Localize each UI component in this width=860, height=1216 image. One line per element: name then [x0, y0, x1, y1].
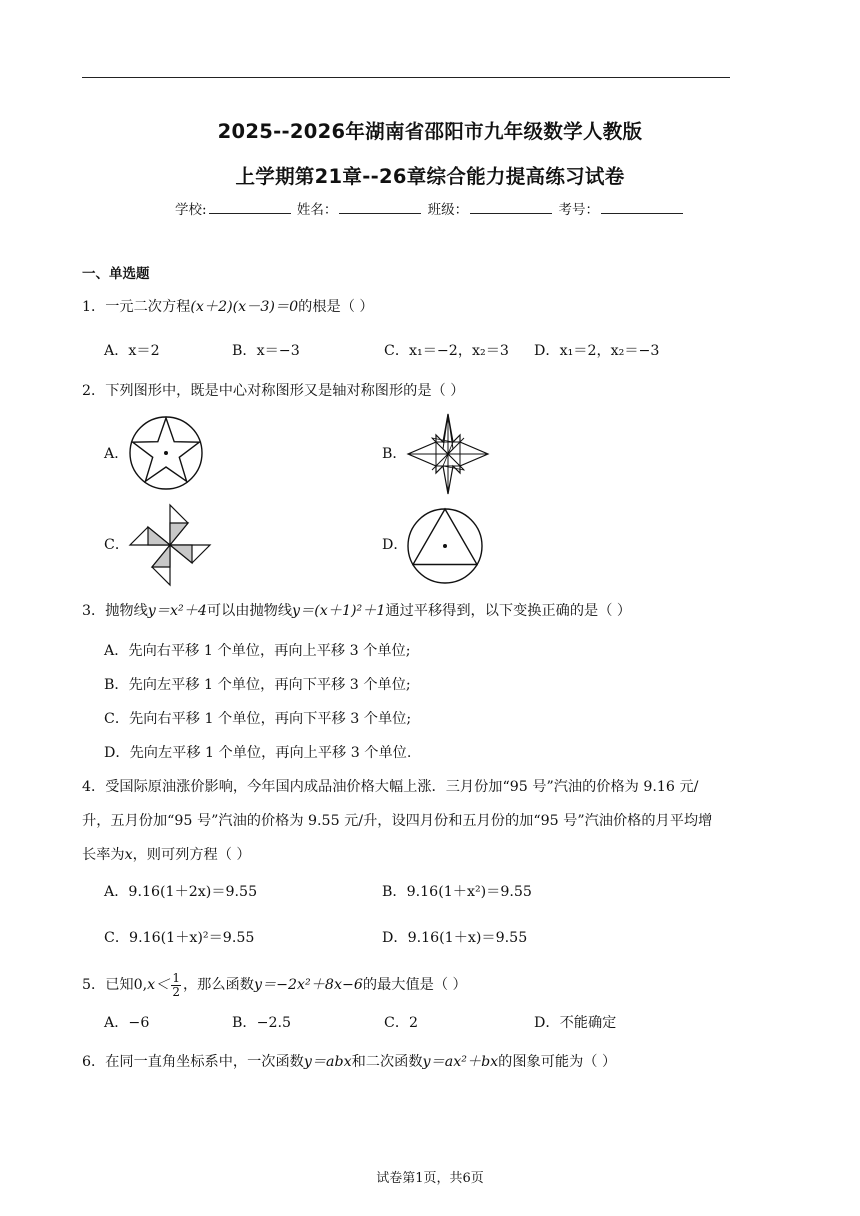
- q3-stem-pre: 3．抛物线: [82, 603, 148, 619]
- q3-stem: [82, 601, 631, 621]
- section-title: 一、单选题: [82, 266, 150, 282]
- q4-option-b[interactable]: B．9.16(1＋x²)＝9.55: [382, 884, 532, 900]
- q6-quadratic-function: y＝ax²＋bx: [422, 1054, 499, 1070]
- q5-condition: x＜: [147, 977, 170, 993]
- page-subtitle: 上学期第21章--26章综合能力提高练习试卷: [235, 165, 625, 188]
- school-label: 学校:: [175, 202, 207, 218]
- school-blank[interactable]: [209, 201, 291, 214]
- q5-fraction-numerator: 1: [172, 970, 180, 985]
- q4-option-c[interactable]: C．9.16(1＋x)²＝9.55: [104, 930, 255, 946]
- pinwheel-icon[interactable]: [128, 503, 212, 587]
- q1-option-b[interactable]: B．x＝−3: [232, 343, 300, 359]
- q3-stem-post: 通过平移得到，以下变换正确的是（ ）: [385, 603, 632, 619]
- q3-parabola-a: y＝x²＋4: [147, 603, 207, 619]
- q1-equation: (x＋2)(x－3)＝0: [190, 299, 299, 315]
- q4-line-3-pre: 长率为: [82, 847, 125, 863]
- q1-stem: [82, 297, 374, 317]
- star-in-circle-icon[interactable]: [128, 415, 204, 491]
- q2-stem: 2．下列图形中，既是中心对称图形又是轴对称图形的是（ ）: [82, 383, 465, 399]
- class-label: 班级：: [427, 202, 469, 218]
- q6-stem: [82, 1052, 616, 1072]
- number-label: 考号：: [558, 202, 599, 218]
- q4-line-1: 4．受国际原油涨价影响，今年国内成品油价格大幅上涨．三月份加“95 号”汽油的价格为 9.16 元/: [82, 779, 699, 795]
- q4-option-d[interactable]: D．9.16(1＋x)＝9.55: [382, 930, 528, 946]
- q3-option-c[interactable]: C．先向右平移 1 个单位，再向下平移 3 个单位;: [104, 711, 412, 727]
- q1-stem-post: 的根是（ ）: [298, 299, 374, 315]
- q5-function: y＝−2x²＋8x−6: [253, 977, 363, 993]
- q1-option-c[interactable]: C．x₁＝−2，x₂＝3: [384, 343, 509, 359]
- q3-stem-mid: 可以由抛物线: [206, 603, 293, 619]
- q4-line-3: [82, 845, 251, 865]
- q1-stem-pre: 1．一元二次方程: [82, 299, 191, 315]
- q5-fraction: [171, 972, 181, 999]
- q5-stem-mid: ，那么函数: [182, 977, 254, 993]
- q3-option-b[interactable]: B．先向左平移 1 个单位，再向下平移 3 个单位;: [104, 677, 411, 693]
- q5-stem: [82, 970, 467, 1000]
- q4-line-2: 升，五月份加“95 号”汽油的价格为 9.55 元/升，设四月份和五月份的加“95 号”汽油价格的月平均增: [82, 813, 713, 829]
- q1-option-a[interactable]: A．x＝2: [104, 343, 160, 359]
- q5-option-d[interactable]: D．不能确定: [534, 1015, 617, 1031]
- q5-stem-post: 的最大值是（ ）: [362, 977, 467, 993]
- q5-option-b[interactable]: B．−2.5: [232, 1015, 292, 1031]
- q6-stem-pre: 6．在同一直角坐标系中，一次函数: [82, 1054, 304, 1070]
- triangle-in-circle-icon[interactable]: [406, 507, 484, 585]
- name-blank[interactable]: [339, 201, 421, 214]
- header-rule: [82, 77, 730, 78]
- q6-stem-post: 的图象可能为（ ）: [498, 1054, 617, 1070]
- q1-option-d[interactable]: D．x₁＝2，x₂＝−3: [534, 343, 660, 359]
- q2-label-b[interactable]: B．: [382, 446, 407, 462]
- eight-point-star-icon[interactable]: [406, 412, 490, 496]
- q5-option-a[interactable]: A．−6: [104, 1015, 150, 1031]
- q4-line-3-post: ，则可列方程（ ）: [132, 847, 251, 863]
- class-blank[interactable]: [470, 201, 552, 214]
- page-footer: 试卷第1页，共6页: [376, 1171, 484, 1186]
- q5-fraction-denominator: 2: [172, 984, 180, 999]
- page-title: 2025--2026年湖南省邵阳市九年级数学人教版: [217, 120, 643, 143]
- q5-stem-pre: 5．已知0,: [82, 977, 148, 993]
- q5-option-c[interactable]: C．2: [384, 1015, 419, 1031]
- q2-label-d[interactable]: D．: [382, 537, 408, 553]
- q2-label-a[interactable]: A．: [104, 446, 129, 462]
- q6-stem-mid: 和二次函数: [351, 1054, 423, 1070]
- name-label: 姓名：: [296, 202, 338, 218]
- q4-variable: x: [124, 847, 133, 863]
- q3-option-d[interactable]: D．先向左平移 1 个单位，再向上平移 3 个单位.: [104, 745, 412, 761]
- q4-option-a[interactable]: A．9.16(1＋2x)＝9.55: [104, 884, 258, 900]
- student-info-line: [0, 198, 860, 218]
- number-blank[interactable]: [601, 201, 683, 214]
- q3-parabola-b: y＝(x＋1)²＋1: [292, 603, 386, 619]
- q6-linear-function: y＝abx: [303, 1054, 352, 1070]
- q3-option-a[interactable]: A．先向右平移 1 个单位，再向上平移 3 个单位;: [104, 643, 411, 659]
- q2-label-c[interactable]: C．: [104, 537, 130, 553]
